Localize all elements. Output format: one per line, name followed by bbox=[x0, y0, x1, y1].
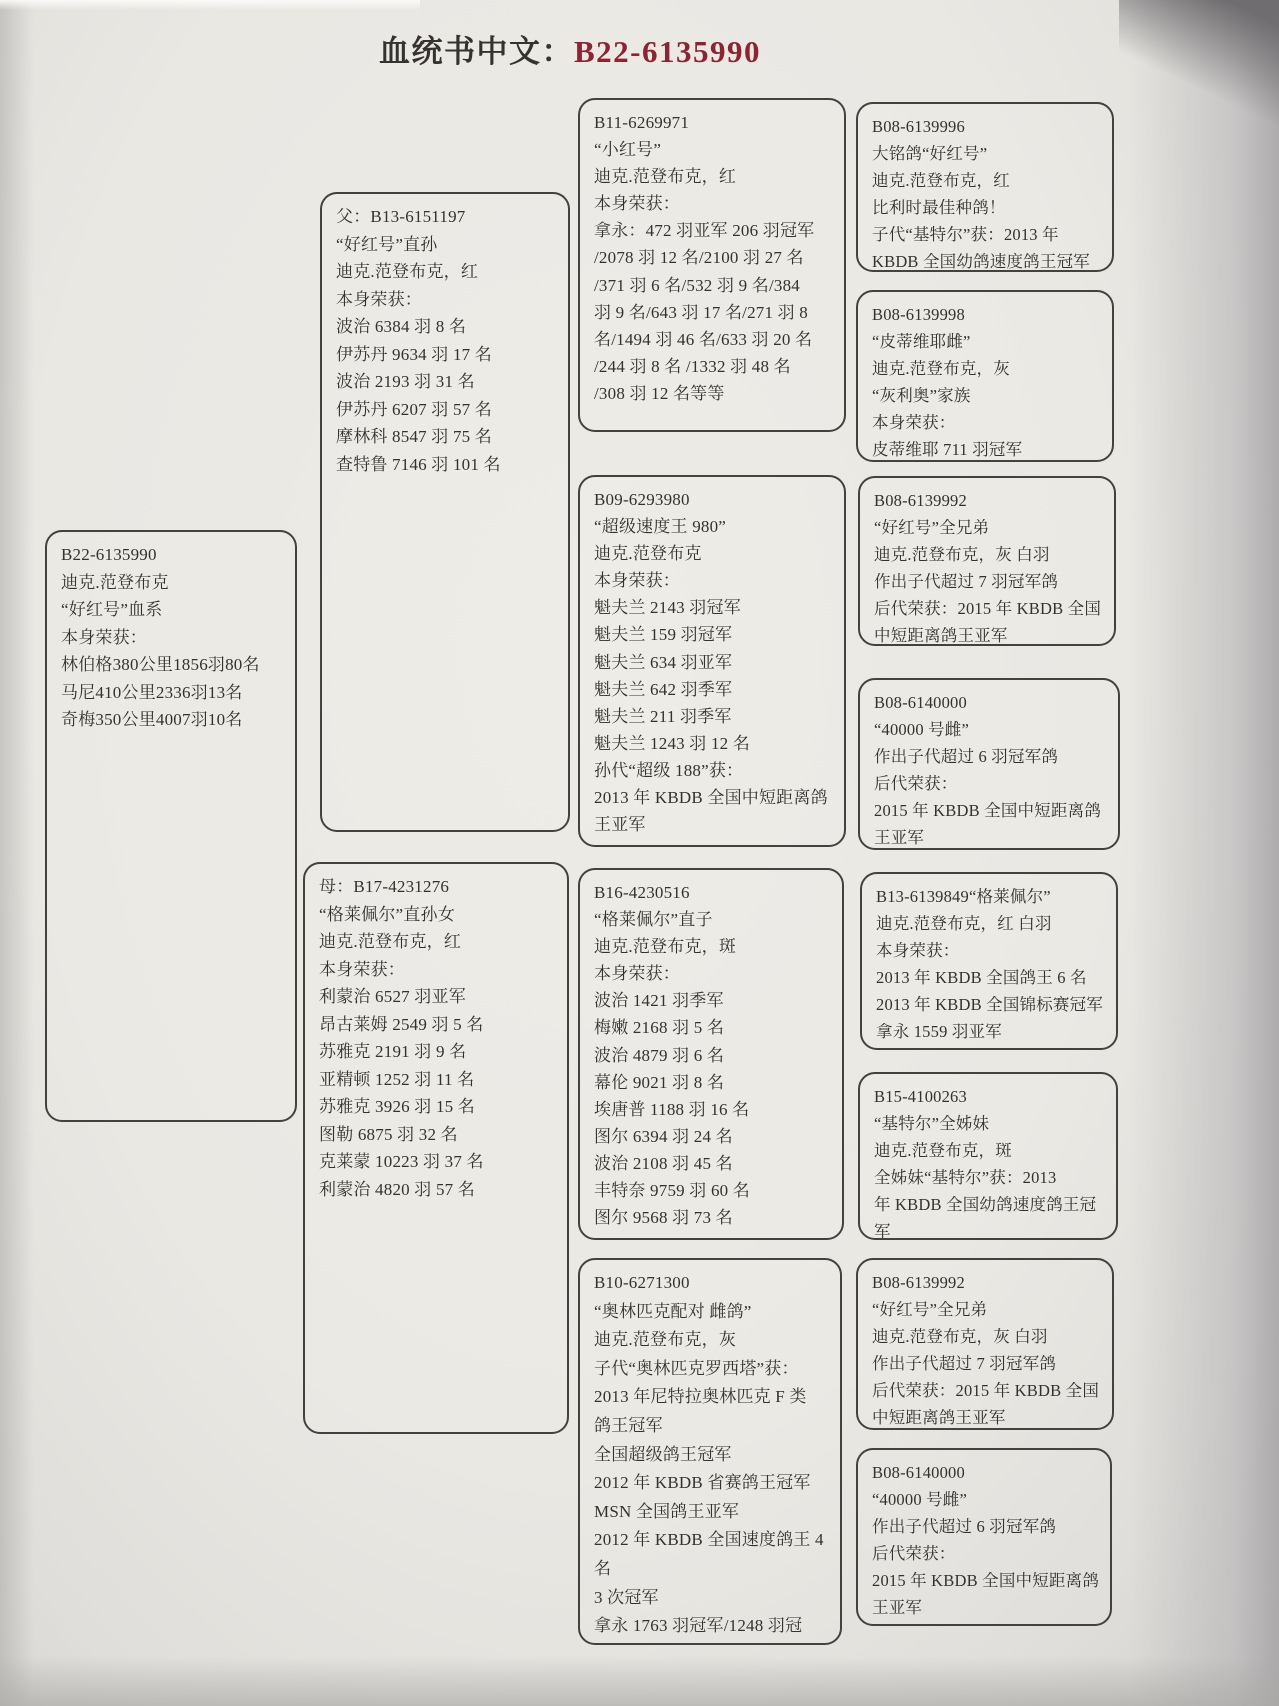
text-line: 迪克.范登布克，红 bbox=[872, 171, 1010, 190]
pedigree-box-great-grandparent-2 bbox=[856, 290, 1114, 462]
great-grandparent-6-text bbox=[860, 1074, 1116, 1240]
text-line: 2013 年 KBDB 全国中短距离鸽 bbox=[594, 788, 828, 808]
text-line: B11-6269971 bbox=[594, 113, 690, 132]
grandparent-1-text bbox=[580, 100, 844, 407]
great-grandparent-2-text bbox=[858, 292, 1112, 462]
text-line: 迪克.范登布克，斑 bbox=[594, 937, 737, 957]
text-line: 作出子代超过 6 羽冠军鸽 bbox=[874, 747, 1059, 766]
text-line: 图勒 6875 羽 32 名 bbox=[319, 1124, 458, 1144]
title-ring-number: B22-6135990 bbox=[574, 34, 761, 69]
text-line: 迪克.范登布克，红 bbox=[594, 167, 737, 187]
text-line: B08-6140000 bbox=[874, 693, 967, 712]
text-line: 迪克.范登布克，斑 bbox=[874, 1141, 1012, 1160]
text-line: “格莱佩尔”直子 bbox=[594, 910, 713, 930]
text-line: 中短距离鸽王亚军 bbox=[874, 626, 1008, 645]
text-line: 2013 年 KBDB 全国鸽王 6 名 bbox=[876, 968, 1087, 987]
text-line: 本身荣获： bbox=[872, 413, 956, 432]
text-line: 图尔 6394 羽 24 名 bbox=[594, 1126, 733, 1146]
text-line: 本身荣获： bbox=[336, 289, 422, 309]
text-line: /308 羽 12 名等等 bbox=[594, 383, 725, 403]
title-label: 血统书中文： bbox=[379, 34, 574, 69]
text-line: 孙代“超级 188”获： bbox=[594, 760, 744, 780]
pedigree-box-great-grandparent-4 bbox=[858, 678, 1120, 850]
great-grandparent-5-text bbox=[862, 874, 1116, 1045]
subject-text bbox=[47, 532, 295, 734]
text-line: 名 bbox=[594, 1558, 612, 1578]
text-line: 摩林科 8547 羽 75 名 bbox=[336, 427, 492, 446]
great-grandparent-3-text bbox=[860, 478, 1114, 646]
text-line: 迪克.范登布克，灰 bbox=[872, 359, 1010, 378]
text-line: “格莱佩尔”直孙女 bbox=[319, 904, 455, 924]
text-line: 鸽王冠军 bbox=[594, 1415, 663, 1435]
text-line: B08-6139992 bbox=[874, 491, 967, 510]
text-line: 迪克.范登布克，灰 bbox=[594, 1330, 737, 1350]
text-line: 亚精顿 1252 羽 11 名 bbox=[319, 1069, 475, 1089]
text-line: 梅嫩 2168 羽 5 名 bbox=[594, 1018, 725, 1038]
text-line: 本身荣获： bbox=[61, 627, 147, 647]
text-line: 林伯格380公里1856羽80名 bbox=[61, 655, 260, 674]
text-line: 母：B17-4231276 bbox=[319, 877, 450, 896]
text-line: 作出子代超过 6 羽冠军鸽 bbox=[872, 1517, 1057, 1536]
text-line: 利蒙治 4820 羽 57 名 bbox=[319, 1179, 475, 1199]
text-line: 伊苏丹 6207 羽 57 名 bbox=[336, 399, 492, 419]
text-line: B22-6135990 bbox=[61, 545, 157, 564]
text-line: 图尔 9568 羽 73 名 bbox=[594, 1208, 733, 1228]
text-line: 迪克.范登布克，灰 白羽 bbox=[872, 1327, 1048, 1346]
text-line: 奇梅350公里4007羽10名 bbox=[61, 710, 243, 729]
text-line: “好红号”直孙 bbox=[336, 234, 438, 254]
text-line: 王亚军 bbox=[874, 828, 925, 847]
text-line: 利蒙治 6527 羽亚军 bbox=[319, 987, 466, 1006]
text-line: 幕伦 9021 羽 8 名 bbox=[594, 1072, 725, 1092]
text-line: 波治 1421 羽季军 bbox=[594, 991, 724, 1011]
text-line: /2078 羽 12 名/2100 羽 27 名 bbox=[594, 248, 804, 268]
text-line: 王亚军 bbox=[594, 815, 646, 835]
great-grandparent-4-text bbox=[860, 680, 1118, 850]
pedigree-box-father bbox=[320, 192, 570, 832]
text-line: 魁夫兰 1243 羽 12 名 bbox=[594, 733, 750, 753]
text-line: “好红号”全兄弟 bbox=[874, 518, 990, 537]
text-line: 魁夫兰 642 羽季军 bbox=[594, 679, 733, 699]
text-line: 3 次冠军 bbox=[594, 1587, 659, 1607]
text-line: “40000 号雌” bbox=[874, 720, 970, 739]
text-line: /371 羽 6 名/532 羽 9 名/384 bbox=[594, 275, 800, 295]
text-line: 中短距离鸽王亚军 bbox=[872, 1408, 1006, 1427]
text-line: 2013 年 KBDB 全国锦标赛冠军 bbox=[876, 995, 1104, 1014]
text-line: 后代荣获： bbox=[872, 1544, 956, 1563]
text-line: 苏雅克 2191 羽 9 名 bbox=[319, 1042, 467, 1061]
text-line: MSN 全国鸽王亚军 bbox=[594, 1501, 740, 1521]
pedigree-box-subject bbox=[45, 530, 297, 1122]
text-line: B10-6271300 bbox=[594, 1273, 690, 1292]
text-line: 王亚军 bbox=[872, 1598, 923, 1617]
text-line: 查特鲁 7146 羽 101 名 bbox=[336, 454, 501, 474]
text-line: 波治 6384 羽 8 名 bbox=[336, 317, 467, 336]
text-line: 迪克.范登布克，灰 白羽 bbox=[874, 545, 1050, 564]
text-line: 迪克.范登布克，红 bbox=[319, 932, 462, 951]
text-line: “灰利奥”家族 bbox=[872, 386, 971, 405]
text-line: 2015 年 KBDB 全国中短距离鸽 bbox=[874, 801, 1102, 820]
pedigree-box-great-grandparent-5 bbox=[860, 872, 1118, 1050]
text-line: 迪克.范登布克，红 bbox=[336, 262, 479, 281]
text-line: 2012 年 KBDB 省赛鸽王冠军 bbox=[594, 1473, 811, 1493]
text-line: B16-4230516 bbox=[594, 883, 690, 902]
pedigree-box-great-grandparent-1 bbox=[856, 102, 1114, 272]
text-line: /244 羽 8 名 /1332 羽 48 名 bbox=[594, 356, 791, 376]
grandparent-3-text bbox=[580, 870, 842, 1231]
text-line: “皮蒂维耶雌” bbox=[872, 332, 971, 351]
text-line: 后代荣获：2015 年 KBDB 全国 bbox=[874, 599, 1102, 618]
text-line: 比利时最佳种鸽！ bbox=[872, 198, 1006, 217]
text-line: “小红号” bbox=[594, 140, 662, 160]
text-line: 皮蒂维耶 711 羽冠军 bbox=[872, 440, 1023, 459]
great-grandparent-1-text bbox=[858, 104, 1112, 272]
text-line: 作出子代超过 7 羽冠军鸽 bbox=[874, 572, 1059, 591]
text-line: 埃唐普 1188 羽 16 名 bbox=[594, 1099, 750, 1119]
great-grandparent-8-text bbox=[858, 1450, 1110, 1621]
text-line: 本身荣获： bbox=[319, 959, 405, 979]
pedigree-box-mother bbox=[303, 862, 569, 1434]
text-line: 后代荣获： bbox=[874, 774, 958, 793]
pedigree-box-grandparent-4 bbox=[578, 1258, 842, 1645]
text-line: 魁夫兰 159 羽冠军 bbox=[594, 625, 733, 645]
pedigree-box-grandparent-2 bbox=[578, 475, 846, 847]
pedigree-box-great-grandparent-6 bbox=[858, 1072, 1118, 1240]
pedigree-box-great-grandparent-7 bbox=[856, 1258, 1114, 1430]
mother-text bbox=[305, 864, 567, 1203]
text-line: 克莱蒙 10223 羽 37 名 bbox=[319, 1152, 484, 1171]
text-line: 全国超级鸽王冠军 bbox=[594, 1444, 732, 1464]
text-line: 魁夫兰 634 羽亚军 bbox=[594, 652, 733, 672]
text-line: “基特尔”全姊妹 bbox=[874, 1114, 990, 1133]
text-line: B08-6139992 bbox=[872, 1273, 965, 1292]
text-line: B09-6293980 bbox=[594, 490, 690, 509]
great-grandparent-7-text bbox=[858, 1260, 1112, 1430]
pedigree-box-great-grandparent-3 bbox=[858, 476, 1116, 646]
photo-page-edge-highlight bbox=[0, 0, 420, 10]
text-line: B08-6139996 bbox=[872, 117, 965, 136]
text-line: 作出子代超过 7 羽冠军鸽 bbox=[872, 1354, 1057, 1373]
text-line: 全姊妹“基特尔”获：2013 bbox=[874, 1168, 1057, 1187]
text-line: B08-6140000 bbox=[872, 1463, 965, 1482]
text-line: 伊苏丹 9634 羽 17 名 bbox=[336, 344, 492, 364]
text-line: 本身荣获： bbox=[876, 941, 960, 960]
text-line: 本身荣获： bbox=[594, 571, 680, 591]
text-line: 本身荣获： bbox=[594, 964, 680, 984]
text-line: 波治 2108 羽 45 名 bbox=[594, 1153, 733, 1173]
father-text bbox=[322, 194, 568, 478]
text-line: 2012 年 KBDB 全国速度鸽王 4 bbox=[594, 1530, 824, 1550]
text-line: 羽 9 名/643 羽 17 名/271 羽 8 bbox=[594, 302, 808, 322]
text-line: 波治 2193 羽 31 名 bbox=[336, 372, 475, 391]
text-line: 军 bbox=[874, 1222, 891, 1240]
text-line: 迪克.范登布克 bbox=[594, 544, 702, 564]
photo-edge-shadow-right bbox=[1129, 0, 1279, 1706]
text-line: B08-6139998 bbox=[872, 305, 965, 324]
text-line: 子代“基特尔”获：2013 年 bbox=[872, 225, 1059, 244]
text-line: 拿永 1763 羽冠军/1248 羽冠 bbox=[594, 1616, 803, 1636]
text-line: “40000 号雌” bbox=[872, 1490, 968, 1509]
text-line: 2013 年尼特拉奥林匹克 F 类 bbox=[594, 1387, 807, 1407]
text-line: 名/1494 羽 46 名/633 羽 20 名 bbox=[594, 329, 813, 349]
text-line: 拿永：472 羽亚军 206 羽冠军 bbox=[594, 221, 815, 241]
text-line: 波治 4879 羽 6 名 bbox=[594, 1045, 725, 1065]
text-line: 昂古莱姆 2549 羽 5 名 bbox=[319, 1014, 484, 1034]
text-line: 迪克.范登布克 bbox=[61, 572, 169, 592]
text-line: 魁夫兰 2143 羽冠军 bbox=[594, 598, 741, 618]
text-line: 2015 年 KBDB 全国中短距离鸽 bbox=[872, 1571, 1100, 1590]
text-line: 马尼410公里2336羽13名 bbox=[61, 682, 243, 702]
pedigree-box-grandparent-1 bbox=[578, 98, 846, 432]
text-line: “奥林匹克配对 雌鸽” bbox=[594, 1301, 752, 1321]
text-line: 后代荣获：2015 年 KBDB 全国 bbox=[872, 1381, 1100, 1400]
text-line: B15-4100263 bbox=[874, 1087, 967, 1106]
text-line: 年 KBDB 全国幼鸽速度鸽王冠 bbox=[874, 1195, 1097, 1214]
pedigree-box-grandparent-3 bbox=[578, 868, 844, 1240]
text-line: 本身荣获： bbox=[594, 194, 680, 214]
text-line: 魁夫兰 211 羽季军 bbox=[594, 706, 732, 726]
text-line: 迪克.范登布克，红 白羽 bbox=[876, 914, 1052, 933]
text-line: 苏雅克 3926 羽 15 名 bbox=[319, 1097, 475, 1116]
text-line: 大铭鸽“好红号” bbox=[872, 144, 988, 163]
photo-corner-shadow-top-right bbox=[1119, 0, 1279, 130]
text-line: 丰特奈 9759 羽 60 名 bbox=[594, 1181, 750, 1201]
page-title bbox=[0, 26, 1140, 71]
grandparent-2-text bbox=[580, 477, 844, 838]
text-line: 子代“奥林匹克罗西塔”获： bbox=[594, 1358, 799, 1378]
text-line: “好红号”全兄弟 bbox=[872, 1300, 988, 1319]
text-line: “好红号”血系 bbox=[61, 600, 163, 619]
photo-edge-shadow-bottom bbox=[0, 1656, 1279, 1706]
photo-edge-shadow-left bbox=[0, 0, 34, 1706]
text-line: 拿永 1559 羽亚军 bbox=[876, 1022, 1002, 1041]
text-line: B13-6139849“格莱佩尔” bbox=[876, 887, 1051, 906]
text-line: 父：B13-6151197 bbox=[336, 207, 466, 226]
grandparent-4-text bbox=[580, 1260, 840, 1641]
pedigree-box-great-grandparent-8 bbox=[856, 1448, 1112, 1626]
text-line: KBDB 全国幼鸽速度鸽王冠军 bbox=[872, 252, 1090, 271]
text-line: “超级速度王 980” bbox=[594, 517, 727, 537]
